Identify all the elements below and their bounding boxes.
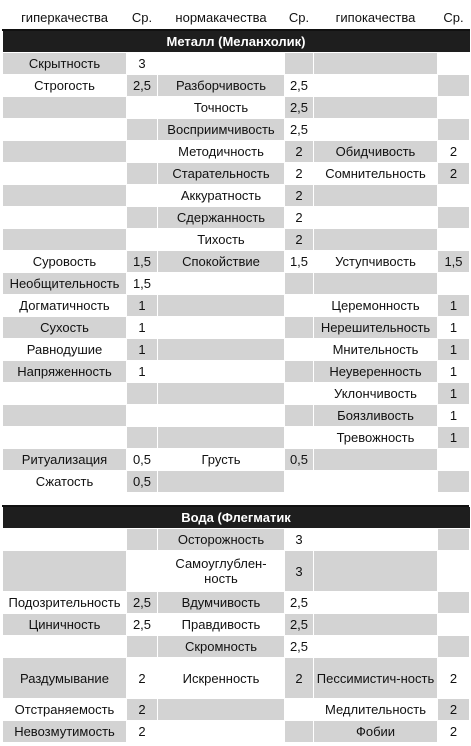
table-row	[3, 339, 470, 361]
hyper-quality-cell	[3, 119, 127, 141]
norm-avg-cell: 0,5	[285, 449, 314, 471]
norm-avg-cell	[285, 383, 314, 405]
hypo-avg-cell	[438, 614, 470, 636]
hyper-avg-cell: 1,5	[127, 273, 158, 295]
norm-avg-cell: 2,5	[285, 97, 314, 119]
table-row	[3, 383, 470, 405]
norm-avg-cell: 2	[285, 207, 314, 229]
hyper-avg-cell	[127, 405, 158, 427]
hypo-quality-cell	[314, 471, 438, 493]
norm-avg-cell: 2,5	[285, 614, 314, 636]
hypo-quality-cell: Фобии	[314, 721, 438, 743]
hyper-avg-cell	[127, 185, 158, 207]
norm-avg-cell	[285, 339, 314, 361]
norm-avg-cell: 1,5	[285, 251, 314, 273]
header-avg-norm: Ср.	[285, 5, 314, 31]
hyper-quality-cell: Догматичность	[3, 295, 127, 317]
norm-avg-cell	[285, 361, 314, 383]
hypo-quality-cell: Неуверенность	[314, 361, 438, 383]
norm-avg-cell	[285, 273, 314, 295]
hypo-avg-cell	[438, 185, 470, 207]
table-row	[3, 229, 470, 251]
norm-quality-cell	[158, 361, 285, 383]
header-avg-hyper: Ср.	[127, 5, 158, 31]
norm-quality-cell: Методичность	[158, 141, 285, 163]
hypo-avg-cell	[438, 97, 470, 119]
column-header-row	[3, 5, 470, 31]
norm-avg-cell	[285, 295, 314, 317]
hyper-quality-cell: Сухость	[3, 317, 127, 339]
norm-avg-cell: 2,5	[285, 75, 314, 97]
table-row	[3, 141, 470, 163]
hyper-quality-cell	[3, 163, 127, 185]
table-row	[3, 163, 470, 185]
hypo-quality-cell: Медлительность	[314, 699, 438, 721]
hypo-quality-cell	[314, 551, 438, 592]
norm-quality-cell	[158, 721, 285, 743]
section-title: Вода (Флегматик	[3, 507, 470, 529]
hypo-quality-cell: Уступчивость	[314, 251, 438, 273]
hypo-quality-cell: Уклончивость	[314, 383, 438, 405]
hyper-avg-cell: 2,5	[127, 75, 158, 97]
hyper-quality-cell: Ритуализация	[3, 449, 127, 471]
hyper-quality-cell	[3, 207, 127, 229]
hyper-quality-cell: Строгость	[3, 75, 127, 97]
hypo-avg-cell	[438, 119, 470, 141]
table-row	[3, 636, 470, 658]
hyper-quality-cell: Циничность	[3, 614, 127, 636]
hypo-quality-cell	[314, 614, 438, 636]
norm-quality-cell: Аккуратность	[158, 185, 285, 207]
hyper-avg-cell: 1,5	[127, 251, 158, 273]
norm-quality-cell	[158, 273, 285, 295]
hypo-quality-cell	[314, 529, 438, 551]
hyper-avg-cell: 1	[127, 361, 158, 383]
norm-quality-cell: Самоуглублен-ность	[158, 551, 285, 592]
hyper-avg-cell	[127, 636, 158, 658]
table-row	[3, 405, 470, 427]
hypo-avg-cell: 1	[438, 317, 470, 339]
hyper-quality-cell: Скрытность	[3, 53, 127, 75]
water-table	[2, 507, 470, 743]
hypo-quality-cell: Сомнительность	[314, 163, 438, 185]
hypo-avg-cell	[438, 592, 470, 614]
hypo-quality-cell: Церемонность	[314, 295, 438, 317]
hypo-quality-cell	[314, 207, 438, 229]
hyper-avg-cell	[127, 427, 158, 449]
hypo-avg-cell: 2	[438, 658, 470, 699]
norm-quality-cell: Разборчивость	[158, 75, 285, 97]
hypo-avg-cell: 2	[438, 163, 470, 185]
table-row	[3, 658, 470, 699]
norm-quality-cell: Спокойствие	[158, 251, 285, 273]
norm-quality-cell	[158, 699, 285, 721]
norm-quality-cell: Скромность	[158, 636, 285, 658]
hypo-avg-cell	[438, 207, 470, 229]
norm-quality-cell	[158, 295, 285, 317]
norm-quality-cell: Восприимчивость	[158, 119, 285, 141]
norm-avg-cell	[285, 721, 314, 743]
norm-avg-cell: 2	[285, 185, 314, 207]
hypo-avg-cell	[438, 229, 470, 251]
section-divider	[2, 493, 469, 507]
norm-avg-cell: 2	[285, 163, 314, 185]
hypo-quality-cell	[314, 53, 438, 75]
norm-quality-cell	[158, 427, 285, 449]
hyper-avg-cell: 1	[127, 295, 158, 317]
header-hyper: гиперкачества	[3, 5, 127, 31]
hyper-avg-cell: 1	[127, 317, 158, 339]
norm-avg-cell	[285, 699, 314, 721]
hypo-avg-cell: 1,5	[438, 251, 470, 273]
hypo-avg-cell: 1	[438, 339, 470, 361]
hypo-quality-cell	[314, 97, 438, 119]
hyper-avg-cell	[127, 119, 158, 141]
header-avg-hypo: Ср.	[438, 5, 470, 31]
hyper-quality-cell	[3, 636, 127, 658]
hyper-quality-cell: Раздумывание	[3, 658, 127, 699]
hypo-avg-cell	[438, 529, 470, 551]
hypo-avg-cell: 1	[438, 405, 470, 427]
section-title: Металл (Меланхолик)	[3, 30, 470, 53]
hyper-avg-cell	[127, 383, 158, 405]
table-row	[3, 699, 470, 721]
hypo-quality-cell: Обидчивость	[314, 141, 438, 163]
hyper-avg-cell: 3	[127, 53, 158, 75]
hyper-avg-cell: 1	[127, 339, 158, 361]
hyper-avg-cell	[127, 163, 158, 185]
hypo-avg-cell	[438, 75, 470, 97]
hypo-quality-cell	[314, 592, 438, 614]
hyper-avg-cell: 0,5	[127, 449, 158, 471]
hyper-avg-cell: 2	[127, 699, 158, 721]
hypo-avg-cell: 1	[438, 383, 470, 405]
hypo-avg-cell	[438, 273, 470, 295]
table-row	[3, 75, 470, 97]
norm-avg-cell	[285, 317, 314, 339]
table-row	[3, 721, 470, 743]
hypo-avg-cell: 1	[438, 295, 470, 317]
hypo-quality-cell	[314, 229, 438, 251]
norm-quality-cell: Старательность	[158, 163, 285, 185]
table-row	[3, 185, 470, 207]
hyper-quality-cell	[3, 229, 127, 251]
hypo-quality-cell	[314, 449, 438, 471]
hyper-quality-cell: Отстраняемость	[3, 699, 127, 721]
table-row	[3, 449, 470, 471]
hyper-quality-cell	[3, 185, 127, 207]
norm-avg-cell	[285, 53, 314, 75]
hypo-avg-cell: 2	[438, 721, 470, 743]
norm-quality-cell	[158, 317, 285, 339]
table-row	[3, 471, 470, 493]
section-title-row	[3, 507, 470, 529]
hyper-quality-cell	[3, 551, 127, 592]
hypo-quality-cell	[314, 636, 438, 658]
hyper-avg-cell	[127, 551, 158, 592]
qualities-table-sheet	[2, 4, 469, 743]
norm-quality-cell: Сдержанность	[158, 207, 285, 229]
hyper-quality-cell: Сжатость	[3, 471, 127, 493]
norm-avg-cell: 2,5	[285, 592, 314, 614]
hypo-quality-cell: Тревожность	[314, 427, 438, 449]
hypo-avg-cell: 2	[438, 699, 470, 721]
table-row	[3, 119, 470, 141]
hypo-avg-cell	[438, 551, 470, 592]
header-norm: нормакачества	[158, 5, 285, 31]
hyper-avg-cell	[127, 141, 158, 163]
table-row	[3, 317, 470, 339]
hyper-quality-cell	[3, 427, 127, 449]
hypo-avg-cell: 1	[438, 361, 470, 383]
table-row	[3, 529, 470, 551]
table-row	[3, 551, 470, 592]
norm-quality-cell: Точность	[158, 97, 285, 119]
table-row	[3, 614, 470, 636]
norm-avg-cell: 2	[285, 141, 314, 163]
norm-avg-cell: 2,5	[285, 636, 314, 658]
table-row	[3, 295, 470, 317]
hyper-quality-cell: Равнодушие	[3, 339, 127, 361]
hypo-quality-cell: Пессимистич-ность	[314, 658, 438, 699]
norm-quality-cell: Тихость	[158, 229, 285, 251]
metal-table	[2, 4, 470, 493]
table-row	[3, 53, 470, 75]
hyper-avg-cell: 0,5	[127, 471, 158, 493]
norm-quality-cell: Вдумчивость	[158, 592, 285, 614]
norm-avg-cell	[285, 471, 314, 493]
hyper-quality-cell: Невозмутимость	[3, 721, 127, 743]
hyper-quality-cell	[3, 405, 127, 427]
norm-quality-cell: Искренность	[158, 658, 285, 699]
norm-quality-cell	[158, 471, 285, 493]
hyper-quality-cell	[3, 97, 127, 119]
norm-avg-cell: 3	[285, 551, 314, 592]
table-row	[3, 361, 470, 383]
norm-avg-cell: 2	[285, 658, 314, 699]
hyper-avg-cell	[127, 207, 158, 229]
hypo-quality-cell	[314, 75, 438, 97]
norm-avg-cell	[285, 427, 314, 449]
hyper-avg-cell	[127, 97, 158, 119]
hypo-quality-cell: Мнительность	[314, 339, 438, 361]
table-row	[3, 251, 470, 273]
hypo-avg-cell: 1	[438, 427, 470, 449]
section-title-row	[3, 30, 470, 53]
norm-avg-cell: 2,5	[285, 119, 314, 141]
table-row	[3, 592, 470, 614]
hyper-quality-cell: Напряженность	[3, 361, 127, 383]
hyper-quality-cell	[3, 383, 127, 405]
hyper-quality-cell: Суровость	[3, 251, 127, 273]
hypo-quality-cell	[314, 119, 438, 141]
table-row	[3, 273, 470, 295]
norm-avg-cell: 2	[285, 229, 314, 251]
hyper-quality-cell	[3, 141, 127, 163]
hypo-avg-cell	[438, 449, 470, 471]
hyper-avg-cell: 2,5	[127, 614, 158, 636]
norm-quality-cell: Грусть	[158, 449, 285, 471]
hyper-avg-cell	[127, 529, 158, 551]
hyper-avg-cell	[127, 229, 158, 251]
norm-quality-cell	[158, 405, 285, 427]
hypo-quality-cell: Нерешительность	[314, 317, 438, 339]
hypo-quality-cell	[314, 185, 438, 207]
header-hypo: гипокачества	[314, 5, 438, 31]
hyper-avg-cell: 2,5	[127, 592, 158, 614]
hypo-avg-cell: 2	[438, 141, 470, 163]
norm-avg-cell: 3	[285, 529, 314, 551]
hypo-avg-cell	[438, 636, 470, 658]
norm-quality-cell: Осторожность	[158, 529, 285, 551]
norm-quality-cell: Правдивость	[158, 614, 285, 636]
hypo-avg-cell	[438, 471, 470, 493]
norm-quality-cell	[158, 339, 285, 361]
hyper-quality-cell	[3, 529, 127, 551]
norm-quality-cell	[158, 383, 285, 405]
hypo-quality-cell	[314, 273, 438, 295]
norm-avg-cell	[285, 405, 314, 427]
hypo-quality-cell: Боязливость	[314, 405, 438, 427]
table-row	[3, 427, 470, 449]
hyper-quality-cell: Подозрительность	[3, 592, 127, 614]
table-row	[3, 97, 470, 119]
hyper-quality-cell: Необщительность	[3, 273, 127, 295]
norm-quality-cell	[158, 53, 285, 75]
table-row	[3, 207, 470, 229]
hyper-avg-cell: 2	[127, 658, 158, 699]
hyper-avg-cell: 2	[127, 721, 158, 743]
hypo-avg-cell	[438, 53, 470, 75]
